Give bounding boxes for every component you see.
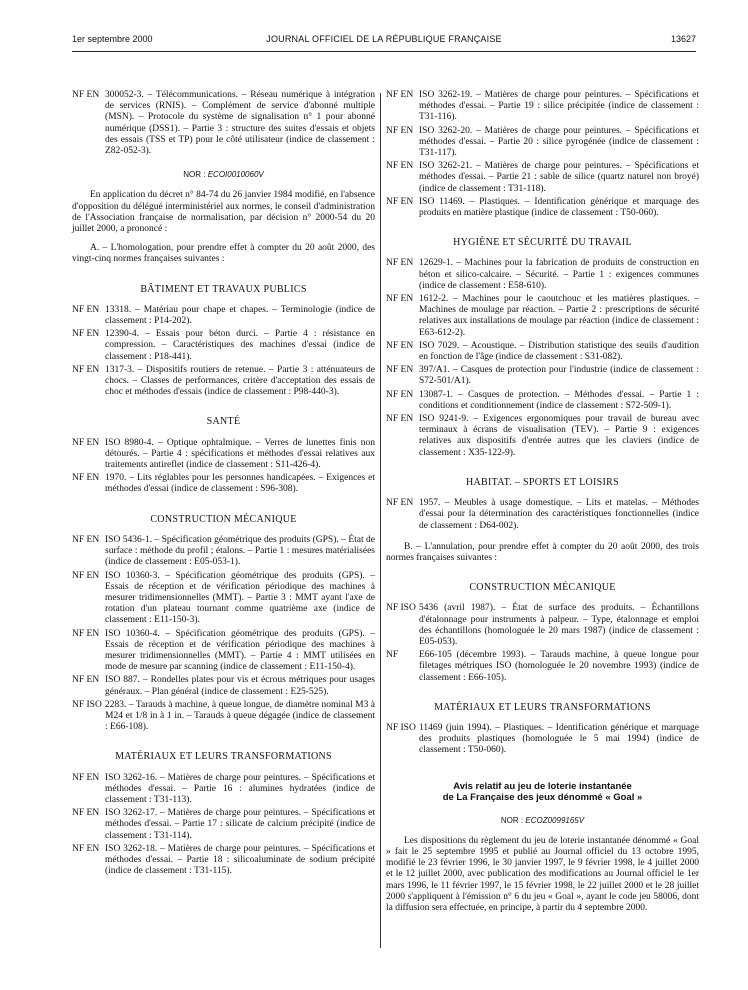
section-list: [72, 535, 375, 733]
norm-text: 1317-3. – Dispositifs routiers de retenue. – Partie 3 : atténuateurs de chocs. – Classes de performances, critère d'acceptation des essais de choc et méthodes d'essais (indice de classement : P98-440-3).: [105, 364, 375, 398]
norm-entry: [72, 675, 375, 697]
norm-entry: [72, 90, 375, 157]
norm-prefix: NF EN: [72, 628, 100, 639]
norm-prefix: NF EN: [386, 365, 414, 376]
nor-label: NOR :: [183, 170, 206, 180]
norm-entry: [72, 629, 375, 674]
norm-entry: [386, 414, 699, 459]
section-list: [386, 258, 699, 458]
left-column: [72, 90, 375, 879]
norm-prefix: NF EN: [72, 808, 100, 819]
norm-prefix: NF EN: [386, 161, 414, 172]
norm-text: ISO 10360-3. – Spécification géométrique des produits (GPS). – Essais de réception et de vérification périodique des machines à mesurer tridimensionnelles (MMT). – Partie 3 : MMT ayant l'axe de rotation d'un plateau tournant comme quatrième axe (indice de classement : E11-150-3).: [105, 570, 375, 626]
norm-text: ISO 3262-20. – Matières de charge pour peintures. – Spécifications et méthodes d'essai. – Partie 20 : silice pyrogénée (indice de classement : T31-117).: [419, 125, 699, 159]
norm-text: ISO 5436-1. – Spécification géométrique des produits (GPS). – État de surface : méthode du profil ; étalons. – Partie 1 : mesures matérialisées (indice de classement : E05-053-1).: [105, 534, 375, 568]
norm-text: 1612-2. – Machines pour le caoutchouc et les matières plastiques. – Machines de moulage par réaction. – Partie 2 : prescriptions de sécurité relatives aux installations de moulage par réaction (indice de classement : E63-612-2).: [419, 294, 699, 338]
norm-prefix: NF EN: [386, 389, 414, 400]
norm-prefix: NF EN: [386, 258, 414, 269]
norm-prefix: NF EN: [386, 498, 414, 509]
norm-entry: [386, 650, 699, 684]
avis-title: [386, 781, 699, 803]
norm-prefix: NF EN: [386, 125, 414, 136]
section-list: [72, 305, 375, 399]
norm-entry: [386, 161, 699, 195]
norm-entry: [386, 197, 699, 219]
section-list: [386, 498, 699, 532]
norm-text: ISO 3262-16. – Matières de charge pour peintures. – Spécifications et méthodes d'essai. – Partie 16 : alumines hydratées (indice de classement : T31-113).: [105, 772, 375, 805]
norm-prefix: NF ISO: [386, 603, 416, 614]
norm-entry: [72, 773, 375, 807]
section-heading: HABITAT. – SPORTS ET LOISIRS: [465, 476, 620, 488]
norm-text: ISO 3262-18. – Matières de charge pour peintures. – Spécifications et méthodes d'essai. – Partie 18 : silicoaluminate de sodium précipité (indice de classement : T31-115).: [105, 843, 375, 877]
nor-reference: [72, 169, 375, 180]
norm-text: ISO 887. – Rondelles plates pour vis et écrous métriques pour usages généraux. – Plan général (indice de classement : E25-525).: [105, 675, 375, 697]
section-heading: MATÉRIAUX ET LEURS TRANSFORMATIONS: [115, 751, 332, 763]
section-heading: BÂTIMENT ET TRAVAUX PUBLICS: [140, 283, 307, 295]
decision-paragraph: En application du décret n° 84-74 du 26 janvier 1984 modifié, en l'absence d'opposition du délégué interministériel aux normes, le conseil d'administration de l'Association française de normalisation, par décision n° 2000-54 du 20 juillet 2000, a prononcé :: [72, 190, 375, 235]
norm-text: ISO 11469. – Plastiques. – Identification générique et marquage des produits en matière plastique (indice de classement : T50-060).: [419, 196, 699, 219]
norm-text: ISO 3262-19. – Matières de charge pour peintures. – Spécifications et méthodes d'essai. – Partie 19 : silice précipitée (indice de classement : T31-116).: [419, 90, 699, 123]
section-heading: CONSTRUCTION MÉCANIQUE: [469, 582, 616, 594]
norm-entry: [386, 723, 699, 757]
norm-entry: [72, 438, 375, 472]
norm-text: 300052-3. – Télécommunications. – Réseau numérique à intégration de services (RNIS). – Complément de service d'abonné multiple (MSN). – Protocole du système de signalisation n° 1 pour abonné numérique (DSS1). – Partie 3 : structure des suites d'essais et objets des essais (TSS et TP) pour le côté utilisateur (indice de classement : Z82-052-3).: [105, 90, 375, 157]
norm-prefix: NF EN: [72, 90, 100, 100]
norm-entry: [386, 365, 699, 387]
norm-prefix: NF EN: [386, 196, 414, 207]
section-list: [386, 603, 699, 683]
norm-entry: [72, 329, 375, 363]
header-rule: [72, 51, 696, 52]
norm-entry: [72, 844, 375, 878]
avis-title-line: de La Française des jeux dénommé « Goal »: [442, 791, 643, 803]
norm-entry: [72, 305, 375, 327]
norm-prefix: NF EN: [72, 772, 100, 783]
norm-text: 397/A1. – Casques de protection pour l'industrie (indice de classement : S72-501/A1).: [419, 365, 699, 387]
norm-entry: [72, 571, 375, 627]
norm-text: 11469 (juin 1994). – Plastiques. – Identification générique et marquage des produits plastiques (homologuée le 5 mai 1994) (indice de classement : T50-060).: [419, 722, 699, 756]
norm-prefix: NF EN: [386, 414, 414, 425]
norm-text: 5436 (avril 1987). – État de surface des produits. – Échantillons d'étalonnage pour instruments à palpeur. – Type, étalonnage et emploi des échantillons (homologuée le 20 mars 1987) (indice de classement : E05-053).: [419, 603, 699, 647]
loterie-paragraph: Les dispositions du règlement du jeu de loterie instantanée dénommé « Goal » fait le 25 septembre 1995 et publié au Journal officiel du 13 octobre 1995, modifié le 23 février 1996, le 30 janvier 1997, le 9 février 1998, le 4 juillet 2000 et le 12 juillet 2000, avec publication des modifications au Journal officiel le 1er mars 1996, le 11 février 1997, le 15 février 1998, le 22 juillet 2000 et le 28 juillet 2000 s'appliquent à l'émission n° 6 du jeu « Goal », ayant le code jeu 58006, dont la diffusion sera effectuée, en principe, à partir du 4 septembre 2000.: [386, 835, 699, 913]
section-heading: HYGIÈNE ET SÉCURITÉ DU TRAVAIL: [453, 237, 632, 249]
norm-prefix: NF EN: [72, 843, 100, 854]
norm-entry: [72, 808, 375, 842]
norm-entry: [386, 341, 699, 363]
annulation-paragraph: B. – L'annulation, pour prendre effet à compter du 20 août 2000, des trois normes françaises suivantes :: [386, 541, 699, 563]
nor-label: NOR :: [500, 815, 524, 825]
norm-prefix: NF EN: [72, 473, 100, 484]
norm-text: 12629-1. – Machines pour la fabrication de produits de construction en béton et silico-calcaire. – Sécurité. – Partie 1 : exigences communes (indice de classement : E58-610).: [419, 258, 699, 291]
norm-text: ISO 3262-21. – Matières de charge pour peintures. – Spécifications et méthodes d'essai. – Partie 21 : sable de silice (quartz naturel non broyé) (indice de classement : T31-118).: [419, 161, 699, 194]
norm-prefix: NF EN: [72, 329, 100, 340]
norm-text: 12390-4. – Essais pour béton durci. – Partie 4 : résistance en compression. – Caractéristiques des machines d'essai (indice de classement : P18-441).: [105, 329, 375, 362]
norm-entry: [72, 700, 375, 734]
nor-value: ECOI0010060V: [207, 170, 264, 180]
section-list: [386, 90, 699, 219]
header-date: 1er septembre 2000: [72, 34, 153, 44]
column-divider: [380, 93, 381, 948]
norm-text: 1957. – Meubles à usage domestique. – Lits et matelas. – Méthodes d'essai pour la détermination des caractéristiques fonctionnelles (indice de classement : D64-002).: [419, 498, 699, 531]
norm-text: 13087-1. – Casques de protection. – Méthodes d'essai. – Partie 1 : conditions et conditionnement (indice de classement : S72-509-1).: [419, 389, 699, 411]
section-heading: MATÉRIAUX ET LEURS TRANSFORMATIONS: [434, 701, 651, 713]
section-list: [386, 723, 699, 757]
norm-entry: [386, 126, 699, 160]
norm-prefix: NF EN: [72, 534, 100, 545]
section-heading: CONSTRUCTION MÉCANIQUE: [150, 513, 297, 525]
norm-prefix: NF EN: [72, 675, 100, 686]
nor-reference: [386, 815, 699, 826]
norm-prefix: NF EN: [72, 364, 100, 375]
section-heading: SANTÉ: [206, 416, 241, 428]
page-header: [72, 34, 696, 48]
norm-text: 13318. – Matériau pour chape et chapes. – Terminologie (indice de classement : P14-202).: [105, 304, 375, 327]
norm-text: 2283. – Tarauds à machine, à queue longue, de diamètre nominal M3 à M24 et 1/8 in à 1 in. – Tarauds à queue dégagée (indice de classement : E66-108).: [105, 699, 375, 733]
nor-value: ECOZ0099165V: [525, 815, 585, 825]
norm-entry: [386, 390, 699, 412]
norm-entry: [386, 498, 699, 532]
norm-entry: [386, 603, 699, 648]
norm-text: ISO 9241-9. – Exigences ergonomiques pour travail de bureau avec terminaux à écrans de visualisation (TEV). – Partie 9 : exigences relatives aux dispositifs d'entrée autres que les claviers (indice de classement : X35-122-9).: [419, 414, 699, 458]
norm-text: E66-105 (décembre 1993). – Tarauds machine, à queue longue pour filetages métriques ISO (homologuée le 20 novembre 1993) (indice de classement : E66-105).: [419, 650, 699, 683]
norm-entry: [386, 258, 699, 292]
norm-prefix: NF ISO: [386, 722, 416, 733]
norm-prefix: NF EN: [386, 340, 414, 351]
section-list: [72, 773, 375, 878]
norm-text: ISO 8980-4. – Optique ophtalmique. – Verres de lunettes finis non détourés. – Partie 4 : spécifications et méthodes d'essai relatives aux traitements antireflet (indice de classement : S11-426-4).: [105, 437, 375, 471]
norm-prefix: NF: [386, 650, 399, 661]
section-list: [72, 438, 375, 496]
norm-prefix: NF EN: [386, 294, 414, 305]
norm-entry: [72, 535, 375, 569]
homologation-paragraph: A. – L'homologation, pour prendre effet à compter du 20 août 2000, des vingt-cinq normes françaises suivantes :: [72, 243, 375, 265]
norm-prefix: NF EN: [72, 570, 100, 581]
norm-text: ISO 3262-17. – Matières de charge pour peintures. – Spécifications et méthodes d'essai. – Partie 17 : silicate de calcium précipité (indice de classement : T31-114).: [105, 808, 375, 841]
norm-text: ISO 10360-4. – Spécification géométrique des produits (GPS). – Essais de réception et de vérification périodique des machines à mesurer tridimensionnelles (MMT). – Partie 4 : MMT utilisées en mode de mesure par scanning (indice de classement : E11-150-4).: [105, 628, 375, 673]
norm-prefix: NF ISO: [72, 699, 102, 710]
norm-prefix: NF EN: [386, 90, 414, 100]
header-journal-title: JOURNAL OFFICIEL DE LA RÉPUBLIQUE FRANÇAISE: [266, 34, 502, 44]
header-page-number: 13627: [670, 34, 696, 44]
norm-prefix: NF EN: [72, 437, 100, 448]
norm-entry: [72, 473, 375, 495]
norm-text: ISO 7029. – Acoustique. – Distribution statistique des seuils d'audition en fonction de l'âge (indice de classement : S31-082).: [419, 340, 699, 363]
right-column: [386, 90, 699, 922]
norm-prefix: NF EN: [72, 304, 100, 315]
norm-entry: [386, 90, 699, 124]
norm-text: 1970. – Lits réglables pour les personnes handicapées. – Exigences et méthodes d'essai (indice de classement : S96-308).: [105, 473, 375, 495]
norm-entry: [386, 294, 699, 339]
avis-title-line: Avis relatif au jeu de loterie instantanée: [453, 780, 632, 792]
norm-entry: [72, 365, 375, 399]
